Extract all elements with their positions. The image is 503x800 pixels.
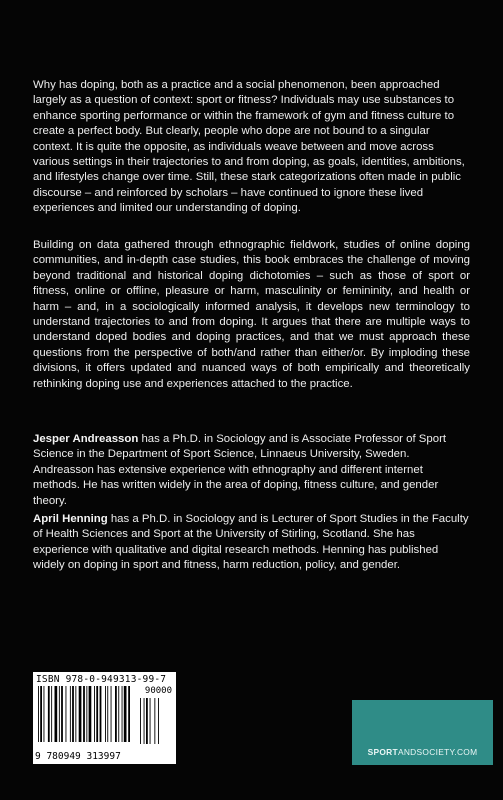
- blurb-paragraph-1: Why has doping, both as a practice and a social phenomenon, been approached largely as a question of context: sport or fitness? Individuals may use substances to enhance sporting performance or within the framework of gym and fitness culture to create a perfect body. But clearly, people who dope are not bound to a singular context. It is quite the opposite, as individuals weave between and move across various settings in their trajectories to and from doping, as goals, identities, ambitions, and lifestyles change over time. Still, these stark categorizations often made in public discourse – and reinforced by scholars – have continued to ignore these lived experiences and limited our understanding of doping.: [33, 79, 465, 215]
- author-bio-2: [33, 512, 470, 574]
- author-bio-text-2: has a Ph.D. in Sociology and is Lecturer of Sport Studies in the Faculty of Health Sciences and Sport at the University of Stirling, Scotland. She has experience with qualitative and digital research methods. Henning has published widely on doping in sport and fitness, harm reduction, policy, and gender.: [33, 513, 469, 572]
- publisher-logo: [352, 700, 493, 765]
- blurb-paragraph-2: Building on data gathered through ethnographic fieldwork, studies of online doping communities, and in-depth case studies, this book embraces the challenge of moving beyond traditional and historical doping dichotomies – such as those of sport or fitness, online or offline, pleasure or harm, masculinity or femininity, and health or harm – and, in a sociologically informed analysis, it develops new terminology to understand trajectories to and from doping. It argues that there are multiple ways to understand doped bodies and doping practices, and that we must approach these questions from the perspective of both/and rather than either/or. By imploding these divisions, it offers updated and nuanced ways of both empirically and theoretically rethinking doping use and experiences attached to the practice.: [33, 239, 470, 390]
- author-name-1: Jesper Andreasson: [33, 433, 139, 445]
- author-bio-text-1: has a Ph.D. in Sociology and is Associate Professor of Sport Science in the Department of Sport Science, Linnaeus University, Sweden. Andreasson has extensive experience with ethnography and different internet methods. He has written widely in the area of doping, fitness culture, and gender theory.: [33, 433, 447, 507]
- price-code: 90000: [144, 686, 172, 696]
- isbn-label: ISBN 978-0-949313-99-7: [36, 674, 167, 685]
- author-bio-1: [33, 432, 470, 509]
- author-name-2: April Henning: [33, 513, 108, 525]
- ean-digits: 9 780949 313997: [35, 751, 121, 762]
- publisher-logo-text: SPORTANDSOCIETY.COM: [367, 747, 478, 757]
- isbn-barcode: [33, 672, 176, 764]
